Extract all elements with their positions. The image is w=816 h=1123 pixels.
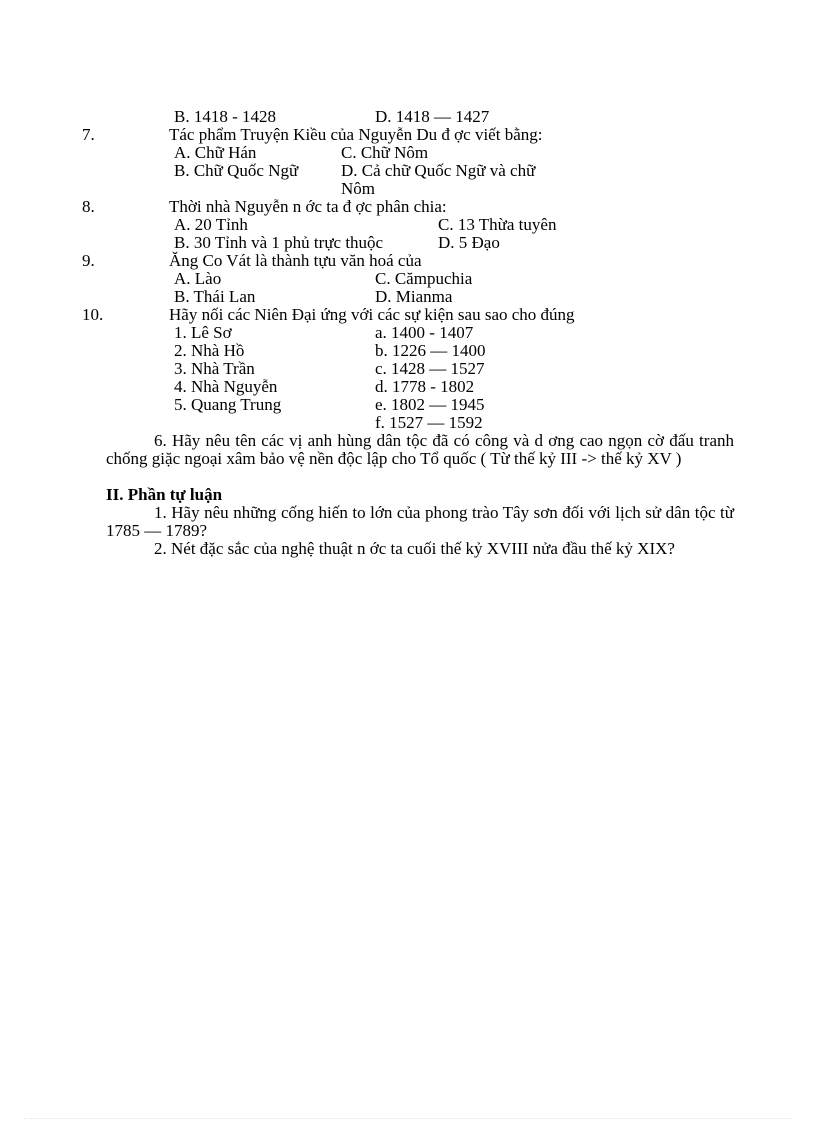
- match-left-item: 5. Quang Trung: [174, 395, 282, 414]
- essay-question-2: 2. Nét đặc sắc của nghệ thuật n ớc ta cuối thế kỷ XVIII nửa đầu thế kỷ XIX?: [154, 539, 675, 558]
- q9-option-d: D. Mianma: [375, 287, 453, 306]
- essay-question-1: 1. Hãy nêu những cống hiến to lớn của phong trào Tây sơn đối với lịch sử dân tộc từ 1785 — 1789?: [106, 503, 734, 540]
- q8-option-a: A. 20 Tỉnh: [174, 215, 248, 234]
- q7-text: Tác phẩm Truyện Kiều của Nguyễn Du đ ợc viết bằng:: [169, 125, 543, 144]
- match-right-item: e. 1802 — 1945: [375, 395, 485, 414]
- match-right-item: d. 1778 - 1802: [375, 377, 475, 396]
- match-left-item: 3. Nhà Trần: [174, 359, 255, 378]
- q10-number: 10.: [82, 305, 104, 324]
- essay-section-heading: II. Phần tự luận: [106, 485, 223, 504]
- q8-option-b: B. 30 Tỉnh và 1 phủ trực thuộc: [174, 233, 384, 252]
- q9-option-b: B. Thái Lan: [174, 287, 256, 306]
- page-bottom-border: [24, 1118, 792, 1119]
- q10-text: Hãy nối các Niên Đại ứng với các sự kiện sau sao cho đúng: [169, 305, 575, 324]
- q7-option-c: C. Chữ Nôm: [341, 143, 429, 162]
- q7-option-d-cont: Nôm: [341, 179, 375, 198]
- q9-option-a: A. Lào: [174, 269, 222, 288]
- q9-option-c: C. Cămpuchia: [375, 269, 473, 288]
- q7-option-b: B. Chữ Quốc Ngữ: [174, 161, 299, 180]
- match-right-item: a. 1400 - 1407: [375, 323, 474, 342]
- q8-option-d: D. 5 Đạo: [438, 233, 500, 252]
- match-left-item: 2. Nhà Hồ: [174, 341, 245, 360]
- q8-number: 8.: [82, 197, 95, 216]
- match-right-item: f. 1527 — 1592: [375, 413, 483, 432]
- fill-in-question: 6. Hãy nêu tên các vị anh hùng dân tộc đã có công và d ơng cao ngọn cờ đấu tranh chống giặc ngoại xâm bảo vệ nền độc lập cho Tổ quốc ( Từ thế kỷ III -> thế kỷ XV ): [106, 431, 734, 468]
- q6-option-d: D. 1418 — 1427: [375, 107, 490, 126]
- q7-option-d: D. Cả chữ Quốc Ngữ và chữ: [341, 161, 536, 180]
- match-left-item: 1. Lê Sơ: [174, 323, 232, 342]
- q8-text: Thời nhà Nguyễn n ớc ta đ ợc phân chia:: [169, 197, 447, 216]
- q6-option-b: B. 1418 - 1428: [174, 107, 276, 126]
- match-right-item: b. 1226 — 1400: [375, 341, 486, 360]
- q7-option-a: A. Chữ Hán: [174, 143, 257, 162]
- match-left-item: 4. Nhà Nguyễn: [174, 377, 278, 396]
- q8-option-c: C. 13 Thừa tuyên: [438, 215, 557, 234]
- q7-number: 7.: [82, 125, 95, 144]
- match-right-item: c. 1428 — 1527: [375, 359, 485, 378]
- q9-number: 9.: [82, 251, 95, 270]
- q9-text: Ăng Co Vát là thành tựu văn hoá của: [169, 251, 422, 270]
